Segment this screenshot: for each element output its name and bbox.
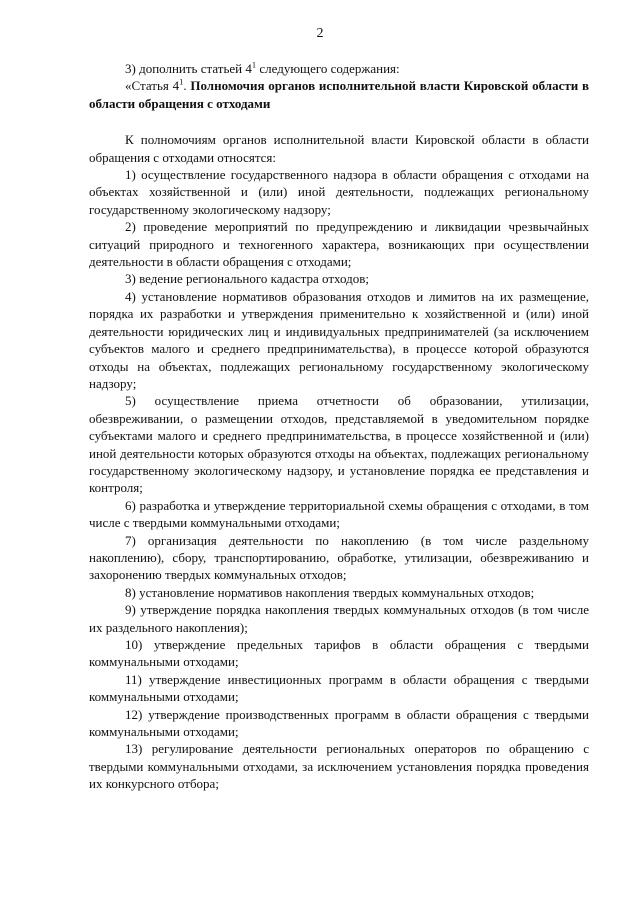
paragraph: 12) утверждение производственных программ в области обращения с твердыми коммунальными отходами;	[89, 706, 589, 740]
paragraph: 6) разработка и утверждение территориальной схемы обращения с отходами, в том числе с твердыми коммунальными отходами;	[89, 497, 589, 531]
paragraph: 13) регулирование деятельности региональных операторов по обращению с твердыми коммунальными отходами, за исключением установления порядка проведения их конкурсного отбора;	[89, 741, 589, 792]
article-intro-text: 3) дополнить статьей 4	[125, 61, 252, 76]
paragraph: 5) осуществление приема отчетности об образовании, утилизации, обезвреживании, о размещении отходов, представляемой в уведомительном порядке субъектами малого и среднего предпринимательства, в процессе хозяйственной и (или) иной деятельности которых образуются отходы на объектах, подлежащих региональному государственному экологическому надзору, и установление порядка ее представления и контроля;	[89, 393, 589, 496]
paragraph: 9) утверждение порядка накопления твердых коммунальных отходов (в том числе их раздельного накопления);	[89, 602, 589, 635]
paragraph: 8) установление нормативов накопления твердых коммунальных отходов;	[125, 584, 535, 600]
paragraph: 11) утверждение инвестиционных программ в области обращения с твердыми коммунальными отходами;	[89, 671, 589, 705]
article-title-bold: Полномочия органов исполнительной власти Кировской области в области обращения с отходами	[89, 78, 589, 111]
article-title-prefix: «Статья 4	[125, 78, 180, 94]
paragraph: 3) ведение регионального кадастра отходов;	[125, 271, 369, 287]
document-body	[89, 60, 589, 793]
paragraph: 1) осуществление государственного надзора в области обращения с отходами на объектах хозяйственной и (или) иной деятельности, подлежащих региональному государственному экологическому надзору;	[89, 167, 589, 217]
article-intro-tail: следующего содержания:	[256, 61, 400, 76]
paragraph: 7) организация деятельности по накоплению (в том числе раздельному накоплению), сбору, транспортированию, обработке, утилизации, обезвреживанию и захоронению твердых коммунальных отходов;	[89, 532, 589, 583]
paragraph: 2) проведение мероприятий по предупреждению и ликвидации чрезвычайных ситуаций природного и техногенного характера, возникающих при осуществлении деятельности в области обращения с отходами;	[89, 219, 589, 270]
paragraph: 10) утверждение предельных тарифов в области обращения с твердыми коммунальными отходами;	[89, 637, 589, 670]
page-number: 2	[316, 26, 324, 41]
paragraph: 4) установление нормативов образования отходов и лимитов на их размещение, порядка их разработки и утверждения применительно к хозяйственной и (или) иной деятельности юридических лиц и индивидуальных предпринимателей (за исключением субъектов малого и среднего предпринимательства), в процессе которой образуются отходы на объектах, подлежащих региональному государственному экологическому надзору;	[89, 288, 589, 391]
article-title	[89, 77, 589, 112]
article-title-superscript: 1	[179, 77, 184, 88]
article-title-dot: .	[183, 78, 187, 94]
paragraph: К полномочиям органов исполнительной власти Кировской области в области обращения с отходами относятся:	[89, 132, 589, 165]
article-intro	[89, 60, 589, 77]
article-intro-superscript: 1	[251, 59, 257, 70]
